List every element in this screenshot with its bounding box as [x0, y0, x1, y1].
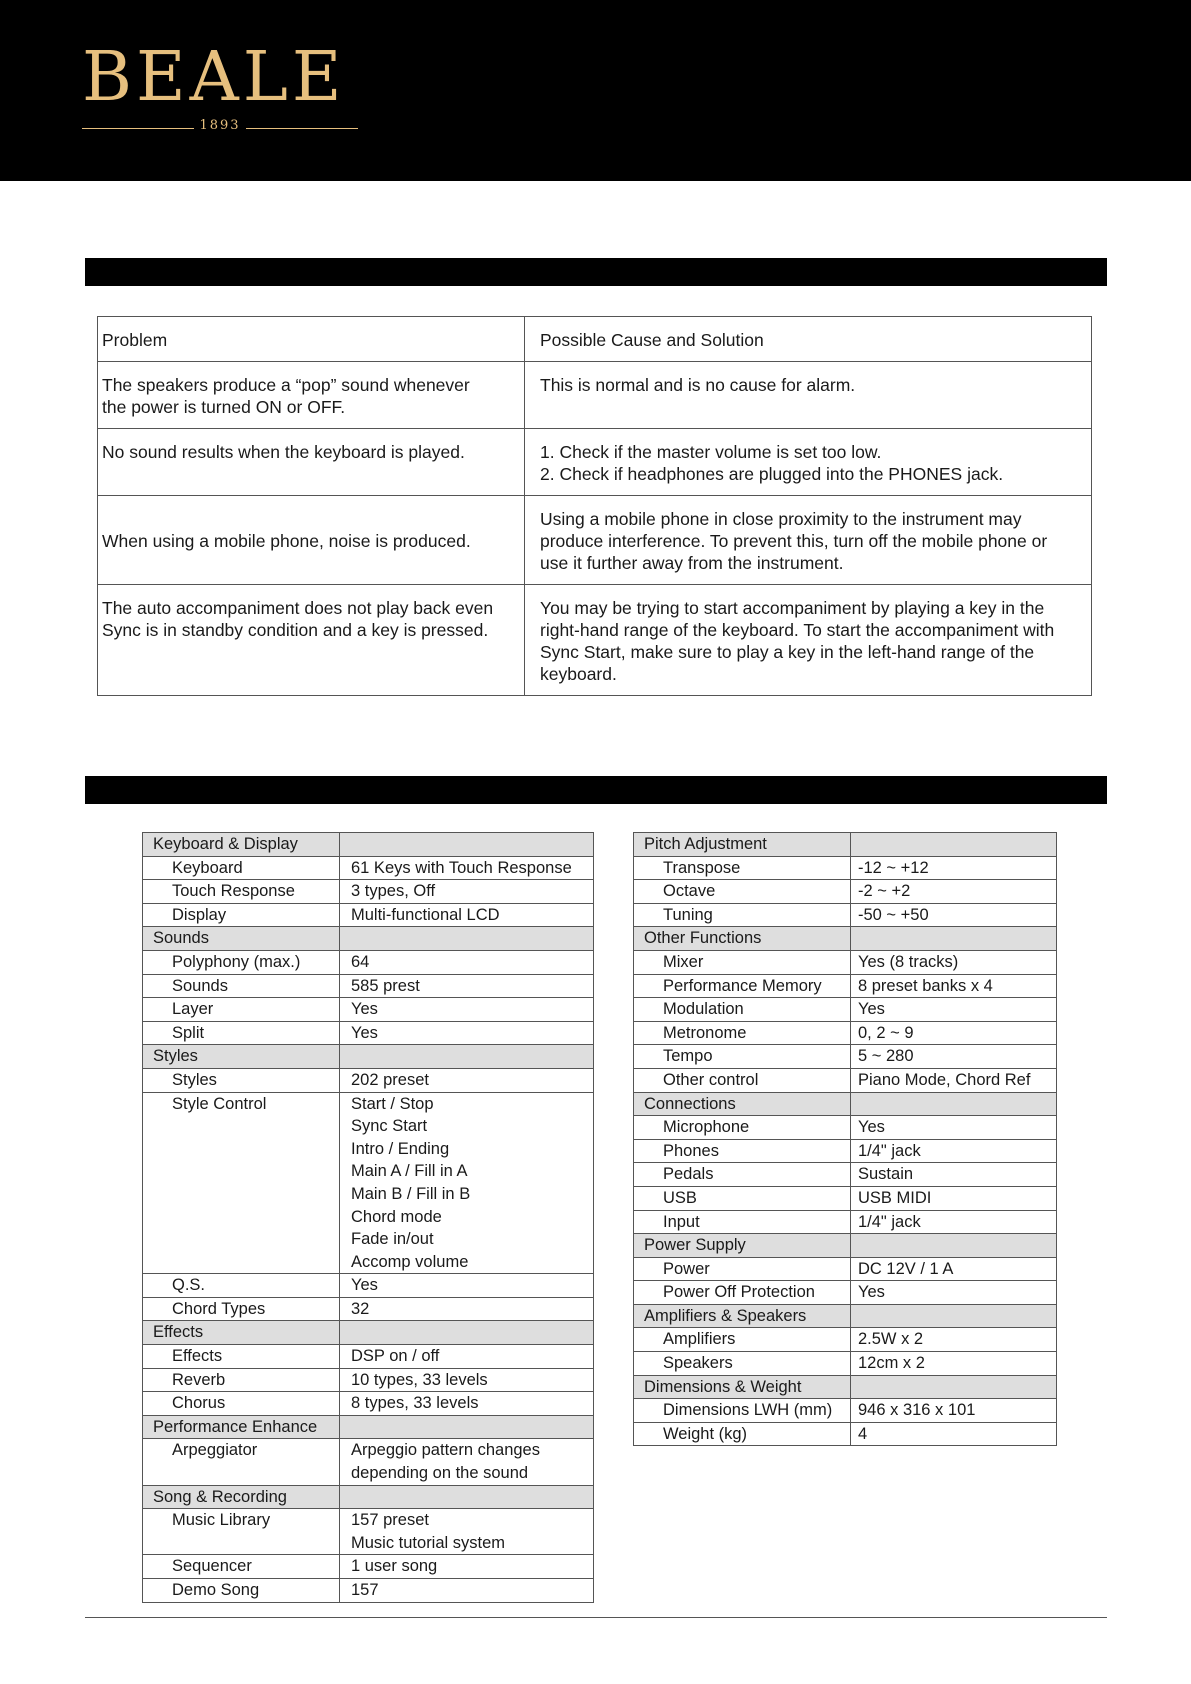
spec-category: Sounds — [143, 927, 340, 951]
spec-value — [851, 1257, 1057, 1281]
text-line: Intro / Ending — [351, 1139, 450, 1158]
text-line: Yes (8 tracks) — [858, 952, 959, 971]
spec-name: Transpose — [634, 856, 851, 880]
spec-category: Song & Recording — [143, 1485, 340, 1509]
spec-value — [851, 1399, 1057, 1423]
spec-row — [143, 1392, 594, 1416]
spec-row — [634, 998, 1057, 1022]
spec-category-row — [634, 1304, 1057, 1328]
spec-value — [340, 1392, 594, 1416]
text-line: 10 types, 33 levels — [351, 1370, 488, 1389]
spec-name: Performance Memory — [634, 974, 851, 998]
spec-category-row — [634, 1234, 1057, 1258]
spec-value — [340, 856, 594, 880]
spec-value — [851, 856, 1057, 880]
text-line: Sustain — [858, 1165, 914, 1184]
text-line: Using a mobile phone in close proximity to the instrument may — [540, 509, 1022, 529]
spec-category-blank — [340, 1485, 594, 1509]
spec-row — [143, 1439, 594, 1485]
text-line: -50 ~ +50 — [858, 905, 929, 924]
spec-name: Tuning — [634, 903, 851, 927]
spec-name: Reverb — [143, 1368, 340, 1392]
spec-row — [143, 1579, 594, 1603]
logo-rule-right — [246, 128, 358, 129]
text-line: depending on the sound — [351, 1464, 529, 1483]
text-line: Multi-functional LCD — [351, 905, 500, 924]
spec-row — [634, 974, 1057, 998]
spec-category-blank — [340, 927, 594, 951]
text-line: 5 ~ 280 — [858, 1047, 914, 1066]
text-line: keyboard. — [540, 664, 617, 684]
spec-category: Other Functions — [634, 927, 851, 951]
spec-name: Weight (kg) — [634, 1422, 851, 1446]
troubleshooting-section-bar — [85, 258, 1107, 286]
spec-category: Amplifiers & Speakers — [634, 1304, 851, 1328]
spec-name: Phones — [634, 1139, 851, 1163]
text-line: The auto accompaniment does not play back even — [102, 598, 494, 618]
text-line: This is normal and is no cause for alarm. — [540, 375, 856, 395]
spec-value — [340, 1368, 594, 1392]
spec-value — [340, 1297, 594, 1321]
spec-value — [340, 1555, 594, 1579]
spec-category: Performance Enhance — [143, 1415, 340, 1439]
troubleshooting-table — [97, 316, 1092, 696]
spec-category-row — [143, 1415, 594, 1439]
text-line: Music tutorial system — [351, 1533, 506, 1552]
spec-row — [143, 1368, 594, 1392]
problem-cell — [98, 362, 525, 429]
spec-row — [634, 880, 1057, 904]
problem-cell — [98, 496, 525, 585]
spec-row — [143, 998, 594, 1022]
text-line: 64 — [351, 952, 370, 971]
text-line: Sync is in standby condition and a key is pressed. — [102, 620, 489, 640]
spec-value — [851, 1068, 1057, 1092]
spec-name: Music Library — [143, 1509, 340, 1555]
problem-header: Problem — [98, 317, 525, 362]
spec-row — [143, 1274, 594, 1298]
spec-value — [851, 1186, 1057, 1210]
spec-name: Dimensions LWH (mm) — [634, 1399, 851, 1423]
specs-table-right — [633, 832, 1057, 1446]
problem-cell — [98, 429, 525, 496]
spec-category-blank — [340, 1045, 594, 1069]
spec-category-blank — [851, 927, 1057, 951]
spec-value — [340, 903, 594, 927]
text-line: 3 types, Off — [351, 882, 436, 901]
spec-row — [143, 1068, 594, 1092]
header-banner — [0, 0, 1191, 181]
spec-row — [143, 1555, 594, 1579]
spec-value — [340, 1092, 594, 1274]
problem-cell — [98, 585, 525, 696]
text-line: Accomp volume — [351, 1252, 469, 1271]
spec-value — [340, 974, 594, 998]
spec-row — [143, 1021, 594, 1045]
text-line: When using a mobile phone, noise is produced. — [102, 531, 471, 551]
spec-row — [143, 903, 594, 927]
text-line: Yes — [351, 1000, 378, 1019]
text-line: No sound results when the keyboard is played. — [102, 442, 465, 462]
spec-category: Pitch Adjustment — [634, 833, 851, 857]
spec-name: Effects — [143, 1345, 340, 1369]
spec-name: Layer — [143, 998, 340, 1022]
spec-value — [851, 903, 1057, 927]
spec-category-blank — [340, 833, 594, 857]
text-line: 61 Keys with Touch Response — [351, 858, 572, 877]
spec-name: Power — [634, 1257, 851, 1281]
spec-name: Q.S. — [143, 1274, 340, 1298]
spec-row — [634, 1210, 1057, 1234]
spec-category: Connections — [634, 1092, 851, 1116]
text-line: Yes — [351, 1023, 378, 1042]
spec-name: Mixer — [634, 950, 851, 974]
spec-name: Amplifiers — [634, 1328, 851, 1352]
spec-value — [851, 1422, 1057, 1446]
brand-year: 1893 — [199, 118, 241, 133]
spec-category-row — [143, 833, 594, 857]
spec-category-row — [143, 927, 594, 951]
text-line: Chord mode — [351, 1207, 442, 1226]
table-row — [98, 429, 1092, 496]
spec-name: Display — [143, 903, 340, 927]
text-line: Arpeggio pattern changes — [351, 1441, 540, 1460]
spec-category: Dimensions & Weight — [634, 1375, 851, 1399]
table-row — [98, 585, 1092, 696]
spec-row — [634, 1281, 1057, 1305]
spec-name: Keyboard — [143, 856, 340, 880]
solution-cell — [525, 585, 1092, 696]
spec-category-row — [634, 833, 1057, 857]
spec-name: Octave — [634, 880, 851, 904]
spec-category-row — [634, 1375, 1057, 1399]
spec-value — [851, 1116, 1057, 1140]
spec-value — [851, 974, 1057, 998]
solution-cell — [525, 362, 1092, 429]
spec-row — [143, 1297, 594, 1321]
table-row — [98, 496, 1092, 585]
spec-value — [851, 1281, 1057, 1305]
spec-name: Tempo — [634, 1045, 851, 1069]
spec-name: Modulation — [634, 998, 851, 1022]
text-line: 12cm x 2 — [858, 1354, 925, 1373]
spec-row — [634, 856, 1057, 880]
text-line: the power is turned ON or OFF. — [102, 397, 346, 417]
spec-row — [634, 950, 1057, 974]
spec-category: Effects — [143, 1321, 340, 1345]
text-line: produce interference. To prevent this, turn off the mobile phone or — [540, 531, 1048, 551]
text-line: 1/4" jack — [858, 1212, 921, 1231]
solution-cell — [525, 429, 1092, 496]
spec-category: Keyboard & Display — [143, 833, 340, 857]
spec-row — [634, 1068, 1057, 1092]
text-line: Yes — [858, 1283, 885, 1302]
text-line: 1 user song — [351, 1557, 438, 1576]
spec-value — [851, 1021, 1057, 1045]
spec-name: Chord Types — [143, 1297, 340, 1321]
spec-value — [851, 1352, 1057, 1376]
spec-name: Sounds — [143, 974, 340, 998]
spec-row — [634, 1399, 1057, 1423]
text-line: Sync Start, make sure to play a key in the left-hand range of the — [540, 642, 1035, 662]
spec-category-blank — [851, 1234, 1057, 1258]
spec-row — [634, 903, 1057, 927]
spec-name: Other control — [634, 1068, 851, 1092]
text-line: 2.5W x 2 — [858, 1330, 924, 1349]
spec-row — [143, 1509, 594, 1555]
spec-value — [340, 1068, 594, 1092]
brand-name: BEALE — [82, 38, 346, 117]
specs-table-left — [142, 832, 594, 1603]
spec-category-row — [143, 1321, 594, 1345]
spec-value — [340, 998, 594, 1022]
spec-value — [340, 1579, 594, 1603]
brand-year-row — [82, 118, 358, 138]
spec-name: Styles — [143, 1068, 340, 1092]
spec-name: Demo Song — [143, 1579, 340, 1603]
spec-name: Split — [143, 1021, 340, 1045]
spec-name: Arpeggiator — [143, 1439, 340, 1485]
text-line: 585 prest — [351, 976, 420, 995]
spec-value — [851, 998, 1057, 1022]
text-line: 202 preset — [351, 1070, 429, 1089]
text-line: 4 — [858, 1424, 868, 1443]
spec-category-row — [634, 1092, 1057, 1116]
spec-row — [143, 856, 594, 880]
spec-row — [143, 950, 594, 974]
text-line: Start / Stop — [351, 1094, 434, 1113]
spec-category-row — [634, 927, 1057, 951]
text-line: DC 12V / 1 A — [858, 1259, 954, 1278]
text-line: Sync Start — [351, 1117, 428, 1136]
spec-category: Styles — [143, 1045, 340, 1069]
spec-category-blank — [340, 1415, 594, 1439]
spec-row — [634, 1045, 1057, 1069]
table-row — [98, 362, 1092, 429]
spec-value — [851, 1163, 1057, 1187]
spec-name: Microphone — [634, 1116, 851, 1140]
spec-value — [340, 1021, 594, 1045]
spec-category-blank — [851, 833, 1057, 857]
text-line: You may be trying to start accompaniment by playing a key in the — [540, 598, 1045, 618]
spec-row — [634, 1352, 1057, 1376]
text-line: 946 x 316 x 101 — [858, 1401, 976, 1420]
spec-category-row — [143, 1485, 594, 1509]
text-line: 32 — [351, 1299, 370, 1318]
spec-name: Polyphony (max.) — [143, 950, 340, 974]
text-line: -2 ~ +2 — [858, 882, 911, 901]
text-line: 2. Check if headphones are plugged into the PHONES jack. — [540, 464, 1004, 484]
brand-logo — [82, 38, 358, 138]
spec-category-blank — [851, 1092, 1057, 1116]
text-line: Main A / Fill in A — [351, 1162, 468, 1181]
spec-value — [851, 1045, 1057, 1069]
spec-name: Input — [634, 1210, 851, 1234]
table-header-row — [98, 317, 1092, 362]
spec-value — [340, 950, 594, 974]
text-line: Piano Mode, Chord Ref — [858, 1070, 1031, 1089]
spec-value — [851, 880, 1057, 904]
spec-name: USB — [634, 1186, 851, 1210]
spec-row — [634, 1163, 1057, 1187]
text-line: Yes — [351, 1276, 378, 1295]
spec-row — [143, 1092, 594, 1274]
spec-value — [851, 1210, 1057, 1234]
spec-row — [143, 1345, 594, 1369]
spec-category-blank — [340, 1321, 594, 1345]
spec-value — [340, 1439, 594, 1485]
spec-row — [634, 1021, 1057, 1045]
spec-value — [340, 1509, 594, 1555]
text-line: Fade in/out — [351, 1230, 434, 1249]
spec-name: Style Control — [143, 1092, 340, 1274]
spec-row — [634, 1186, 1057, 1210]
spec-row — [143, 974, 594, 998]
text-line: -12 ~ +12 — [858, 858, 929, 877]
text-line: 8 preset banks x 4 — [858, 976, 993, 995]
text-line: USB MIDI — [858, 1188, 932, 1207]
spec-name: Chorus — [143, 1392, 340, 1416]
spec-category-blank — [851, 1304, 1057, 1328]
spec-value — [851, 1139, 1057, 1163]
spec-row — [143, 880, 594, 904]
spec-row — [634, 1422, 1057, 1446]
spec-name: Touch Response — [143, 880, 340, 904]
spec-value — [340, 1345, 594, 1369]
footer-rule — [85, 1617, 1107, 1618]
spec-value — [340, 880, 594, 904]
text-line: 157 preset — [351, 1511, 429, 1530]
specifications-section-bar — [85, 776, 1107, 804]
text-line: 8 types, 33 levels — [351, 1394, 479, 1413]
spec-row — [634, 1116, 1057, 1140]
text-line: Main B / Fill in B — [351, 1184, 471, 1203]
text-line: right-hand range of the keyboard. To start the accompaniment with — [540, 620, 1055, 640]
spec-value — [851, 1328, 1057, 1352]
spec-row — [634, 1139, 1057, 1163]
spec-category: Power Supply — [634, 1234, 851, 1258]
spec-row — [634, 1328, 1057, 1352]
text-line: The speakers produce a “pop” sound whenever — [102, 375, 470, 395]
spec-name: Pedals — [634, 1163, 851, 1187]
text-line: use it further away from the instrument. — [540, 553, 844, 573]
spec-value — [340, 1274, 594, 1298]
text-line: Yes — [858, 1118, 885, 1137]
solution-header: Possible Cause and Solution — [525, 317, 1092, 362]
text-line: 1. Check if the master volume is set too low. — [540, 442, 882, 462]
text-line: Yes — [858, 1000, 885, 1019]
spec-row — [634, 1257, 1057, 1281]
spec-value — [851, 950, 1057, 974]
text-line: 0, 2 ~ 9 — [858, 1023, 914, 1042]
solution-cell — [525, 496, 1092, 585]
spec-name: Sequencer — [143, 1555, 340, 1579]
text-line: 1/4" jack — [858, 1141, 921, 1160]
spec-name: Metronome — [634, 1021, 851, 1045]
spec-category-blank — [851, 1375, 1057, 1399]
text-line: 157 — [351, 1581, 379, 1599]
spec-name: Speakers — [634, 1352, 851, 1376]
text-line: DSP on / off — [351, 1347, 440, 1366]
spec-category-row — [143, 1045, 594, 1069]
spec-name: Power Off Protection — [634, 1281, 851, 1305]
